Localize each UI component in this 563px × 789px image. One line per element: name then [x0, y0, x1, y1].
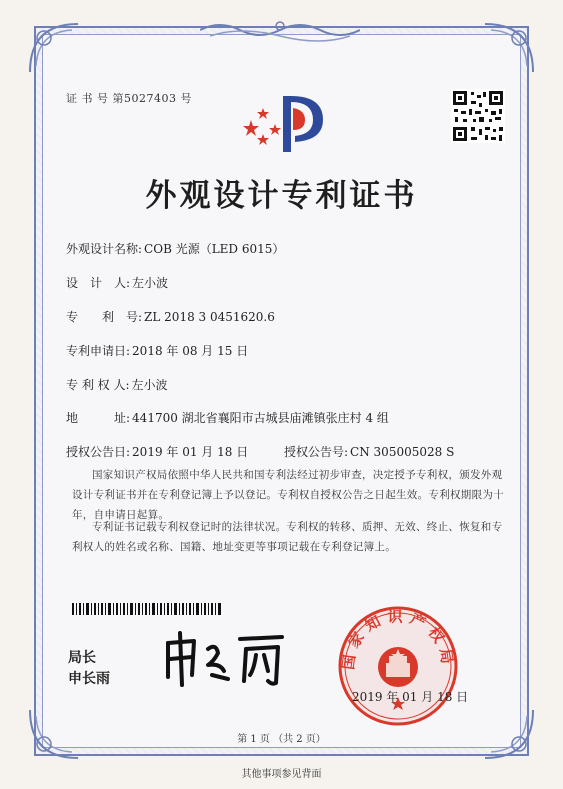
- barcode-icon: [72, 603, 222, 615]
- field-value: 2018 年 08 月 15 日: [132, 344, 249, 358]
- field-value: 2019 年 01 月 18 日: [132, 445, 249, 459]
- field-label: 授权公告日:: [66, 445, 131, 459]
- filing-date-field: [66, 342, 248, 359]
- field-label: 地 址:: [66, 411, 131, 425]
- field-label: 专利申请日:: [66, 344, 131, 358]
- certificate-number: 证 书 号 第5027403 号: [66, 92, 192, 105]
- grant-date-field: [66, 443, 248, 460]
- field-label: 授权公告号:: [284, 445, 349, 459]
- certificate-title: 外观设计专利证书: [145, 178, 418, 214]
- svg-text:国家知识产权局: 国家知识产权局: [339, 607, 457, 671]
- corner-ornament-icon: [26, 20, 82, 76]
- field-value: ZL 2018 3 0451620.6: [144, 310, 275, 324]
- seal-date: 2019 年 01 月 18 日: [352, 690, 469, 704]
- field-label: 专 利 号:: [66, 310, 143, 324]
- field-label: 设 计 人:: [66, 276, 131, 290]
- field-value: COB 光源（LED 6015）: [144, 242, 285, 256]
- patent-number-field: [66, 308, 275, 325]
- legal-paragraph: 专利证书记载专利权登记时的法律状况。专利权的转移、质押、无效、终止、恢复和专利权人的姓名或名称、国籍、地址变更等事项记载在专利登记簿上。: [72, 521, 503, 553]
- patentee-field: [66, 376, 168, 393]
- field-label: 外观设计名称:: [66, 242, 143, 256]
- footer-note: 其他事项参见背面: [241, 769, 322, 780]
- legal-paragraph: 国家知识产权局依照中华人民共和国专利法经过初步审查，决定授予专利权，颁发外观设计专利证书并在专利登记簿上予以登记。专利权自授权公告之日起生效。专利权期限为十年，自申请日起算。: [72, 469, 504, 521]
- field-value: 左小波: [132, 276, 169, 290]
- field-value: 441700 湖北省襄阳市古城县庙滩镇张庄村 4 组: [132, 411, 389, 425]
- grant-number-field: [284, 443, 454, 460]
- signatory-title: 局长: [68, 650, 96, 666]
- handwritten-signature-icon: [158, 625, 288, 690]
- qr-code-icon: [451, 89, 505, 143]
- field-value: CN 305005028 S: [350, 445, 455, 459]
- field-label: 专 利 权 人:: [66, 378, 130, 392]
- address-field: [66, 409, 389, 426]
- design-name-field: [66, 240, 284, 257]
- top-ornament-icon: [200, 18, 360, 42]
- field-value: 左小波: [131, 378, 168, 392]
- page-number: 第 1 页 （共 2 页）: [237, 734, 326, 745]
- designer-field: [66, 274, 168, 291]
- patent-office-logo-icon: [243, 90, 331, 158]
- signatory-name: 申长雨: [68, 671, 110, 687]
- corner-ornament-icon: [481, 20, 537, 76]
- official-seal-icon: [337, 605, 459, 727]
